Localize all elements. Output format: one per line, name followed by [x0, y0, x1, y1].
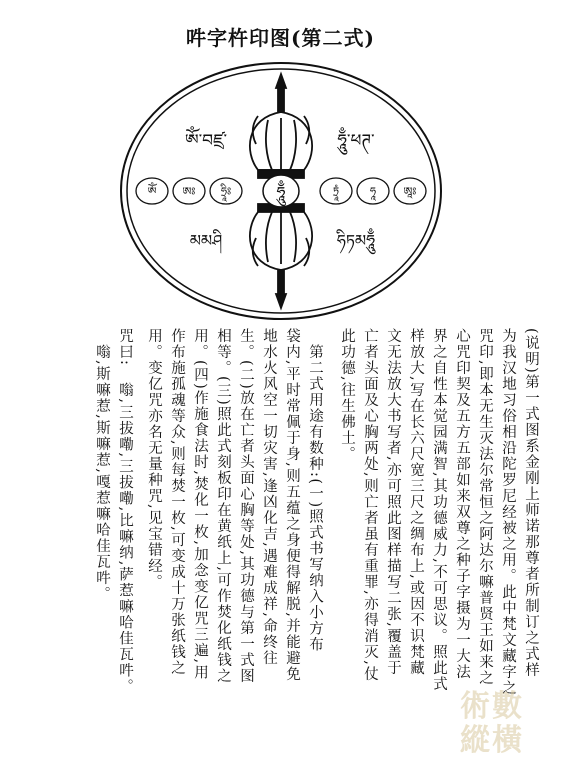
- page-title: 吽字杵印图(第二式): [186, 26, 375, 50]
- text-column: 袋内,平时常佩于身,则五蕴之身便得解脱,并能避免: [284, 328, 300, 683]
- svg-text:ཨཱཿ: ཨཱཿ: [403, 185, 417, 198]
- text-column: 心咒印契及五方五部如来双尊之种子字摄为一大法: [454, 328, 470, 680]
- text-column: 相等。(三)照此式刻板印在黄纸上,可作焚化纸钱之: [215, 328, 231, 685]
- svg-text:ཏྲཱཾ: ཏྲཱཾ: [332, 185, 340, 198]
- watermark-line: 縱橫: [460, 723, 524, 758]
- text-column: 第二式用途有数种:(一)照式书写纳入小方布: [307, 328, 323, 653]
- tibetan-top-right: ཧཱུྃ་ཕཊ་: [337, 131, 375, 151]
- text-column: 用。(四)作施食法时,焚化一枚,加念变亿咒三遍,用: [192, 328, 208, 681]
- tibetan-center-hum: ཧཱུྃ: [276, 183, 286, 202]
- text-column: 此功德,往生佛土。: [339, 328, 355, 463]
- svg-text:ཧཱ: ཧཱ: [369, 185, 377, 198]
- text-column: 嗡,斯嘛惹,斯嘛惹,嘎惹嘛哈佳瓦吽。: [94, 328, 110, 603]
- text-column: 用。变亿咒亦名无量种咒,见宝错经。: [146, 328, 162, 591]
- text-column: 亡者头面及心胸两处,则亡者虽有重罪,亦得消灭,仗: [362, 328, 378, 683]
- watermark-line: 術數: [460, 689, 524, 724]
- text-column: 咒印,即本无生灭法尔常恒之阿达尔嘛普贤王如来之: [477, 328, 493, 687]
- tibetan-bottom-left: མམཤི: [189, 231, 223, 250]
- svg-text:ཧྲཱིཿ: ཧྲཱིཿ: [220, 185, 232, 198]
- tibetan-bottom-right: ཧིཏམཧཱུྃ: [336, 231, 376, 250]
- text-column: 界之自性本觉园满智,其功德威力,不可思议。照此式: [431, 328, 447, 693]
- svg-text:ཨོཾ: ཨོཾ: [147, 185, 157, 198]
- watermark-logo: [460, 690, 524, 758]
- text-column: 地水火风空一切灾害,逢凶化吉,遇难成祥,命终往: [261, 328, 277, 667]
- text-column: 为我汉地习俗相沿陀罗尼经被之用。此中梵文藏字之: [500, 328, 516, 696]
- vajra-top-half: [250, 74, 312, 178]
- text-column: 文无法放大书写者,亦可照此图样描写二张,覆盖于: [385, 328, 401, 677]
- vajra-bottom-half: [250, 204, 312, 308]
- text-column: (说明)第一式图系金刚上师诺那尊者所制订之式样: [523, 328, 539, 679]
- text-column: 生。(二)放在亡者头面心胸等处,其功德与第一式图: [238, 328, 254, 685]
- vajra-seal-diagram: [118, 60, 444, 322]
- text-column: 作布施孤魂等众,则每焚一枚,可变成十万张纸钱之: [169, 328, 185, 677]
- text-column: 咒曰: 嗡,三拔嘞,三拔嘞,比嘛纳,萨惹嘛哈佳瓦吽。: [117, 328, 133, 695]
- tibetan-top-left: ཨོཾ་བཛྲ་: [184, 131, 228, 151]
- text-column: 样放大,写在长六尺宽三尺之绸布上,或因不识梵藏: [408, 328, 424, 677]
- svg-text:ཨཿ: ཨཿ: [182, 185, 196, 198]
